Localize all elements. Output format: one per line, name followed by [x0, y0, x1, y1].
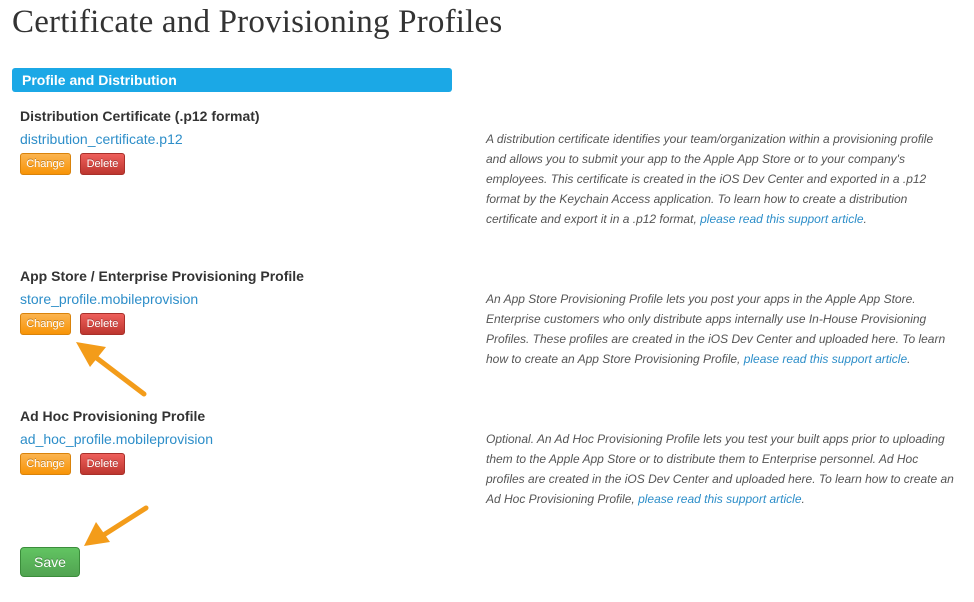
- section-header: Profile and Distribution: [12, 68, 452, 92]
- description-text: A distribution certificate identifies your team/organization within a provisioning profile and allows you to submit your app to the Apple App Store or to your company's employees. This certificate is created in the iOS Dev Center and exported in a .p12 format by the Keychain Access application. To learn how to create a distribution certificate and export it in a .p12 format,: [486, 132, 934, 226]
- ad-hoc-profile-title: Ad Hoc Provisioning Profile: [20, 408, 206, 424]
- store-profile-title: App Store / Enterprise Provisioning Profile: [20, 268, 304, 284]
- ad-hoc-profile-file-link[interactable]: ad_hoc_profile.mobileprovision: [20, 431, 214, 447]
- store-profile-description: [486, 289, 956, 369]
- support-article-link[interactable]: please read this support article: [700, 212, 864, 226]
- change-store-profile-button[interactable]: Change: [20, 313, 71, 335]
- arrow-annotation-icon: [70, 338, 152, 400]
- delete-store-profile-button[interactable]: Delete: [80, 313, 125, 335]
- save-button[interactable]: Save: [20, 547, 80, 577]
- description-text: Optional. An Ad Hoc Provisioning Profile lets you test your built apps prior to uploading them to the Apple App Store or to distribute them to Enterprise personnel. Ad Hoc profiles are created in the iOS Dev Center and uploaded here. To learn how to create an Ad Hoc Provisioning Profile,: [486, 432, 954, 506]
- support-article-link[interactable]: please read this support article: [743, 352, 908, 366]
- change-certificate-button[interactable]: Change: [20, 153, 71, 175]
- page-title: Certificate and Provisioning Profiles: [12, 4, 503, 40]
- support-article-link[interactable]: please read this support article: [638, 492, 802, 506]
- arrow-annotation-icon: [80, 502, 152, 552]
- description-tail: .: [801, 492, 805, 506]
- distribution-certificate-title: Distribution Certificate (.p12 format): [20, 108, 260, 124]
- delete-ad-hoc-profile-button[interactable]: Delete: [80, 453, 125, 475]
- description-tail: .: [907, 352, 911, 366]
- store-profile-file-link[interactable]: store_profile.mobileprovision: [20, 291, 199, 307]
- ad-hoc-profile-description: [486, 429, 956, 509]
- distribution-certificate-file-link[interactable]: distribution_certificate.p12: [20, 131, 183, 147]
- delete-certificate-button[interactable]: Delete: [80, 153, 125, 175]
- distribution-certificate-description: [486, 129, 956, 229]
- description-text: An App Store Provisioning Profile lets you post your apps in the Apple App Store. Enterprise customers who only distribute apps internally use In-House Provisioning Profiles. These profiles are created in the iOS Dev Center and uploaded here. To learn how to create an App Store Provisioning Profile,: [486, 292, 946, 366]
- change-ad-hoc-profile-button[interactable]: Change: [20, 453, 71, 475]
- description-tail: .: [863, 212, 867, 226]
